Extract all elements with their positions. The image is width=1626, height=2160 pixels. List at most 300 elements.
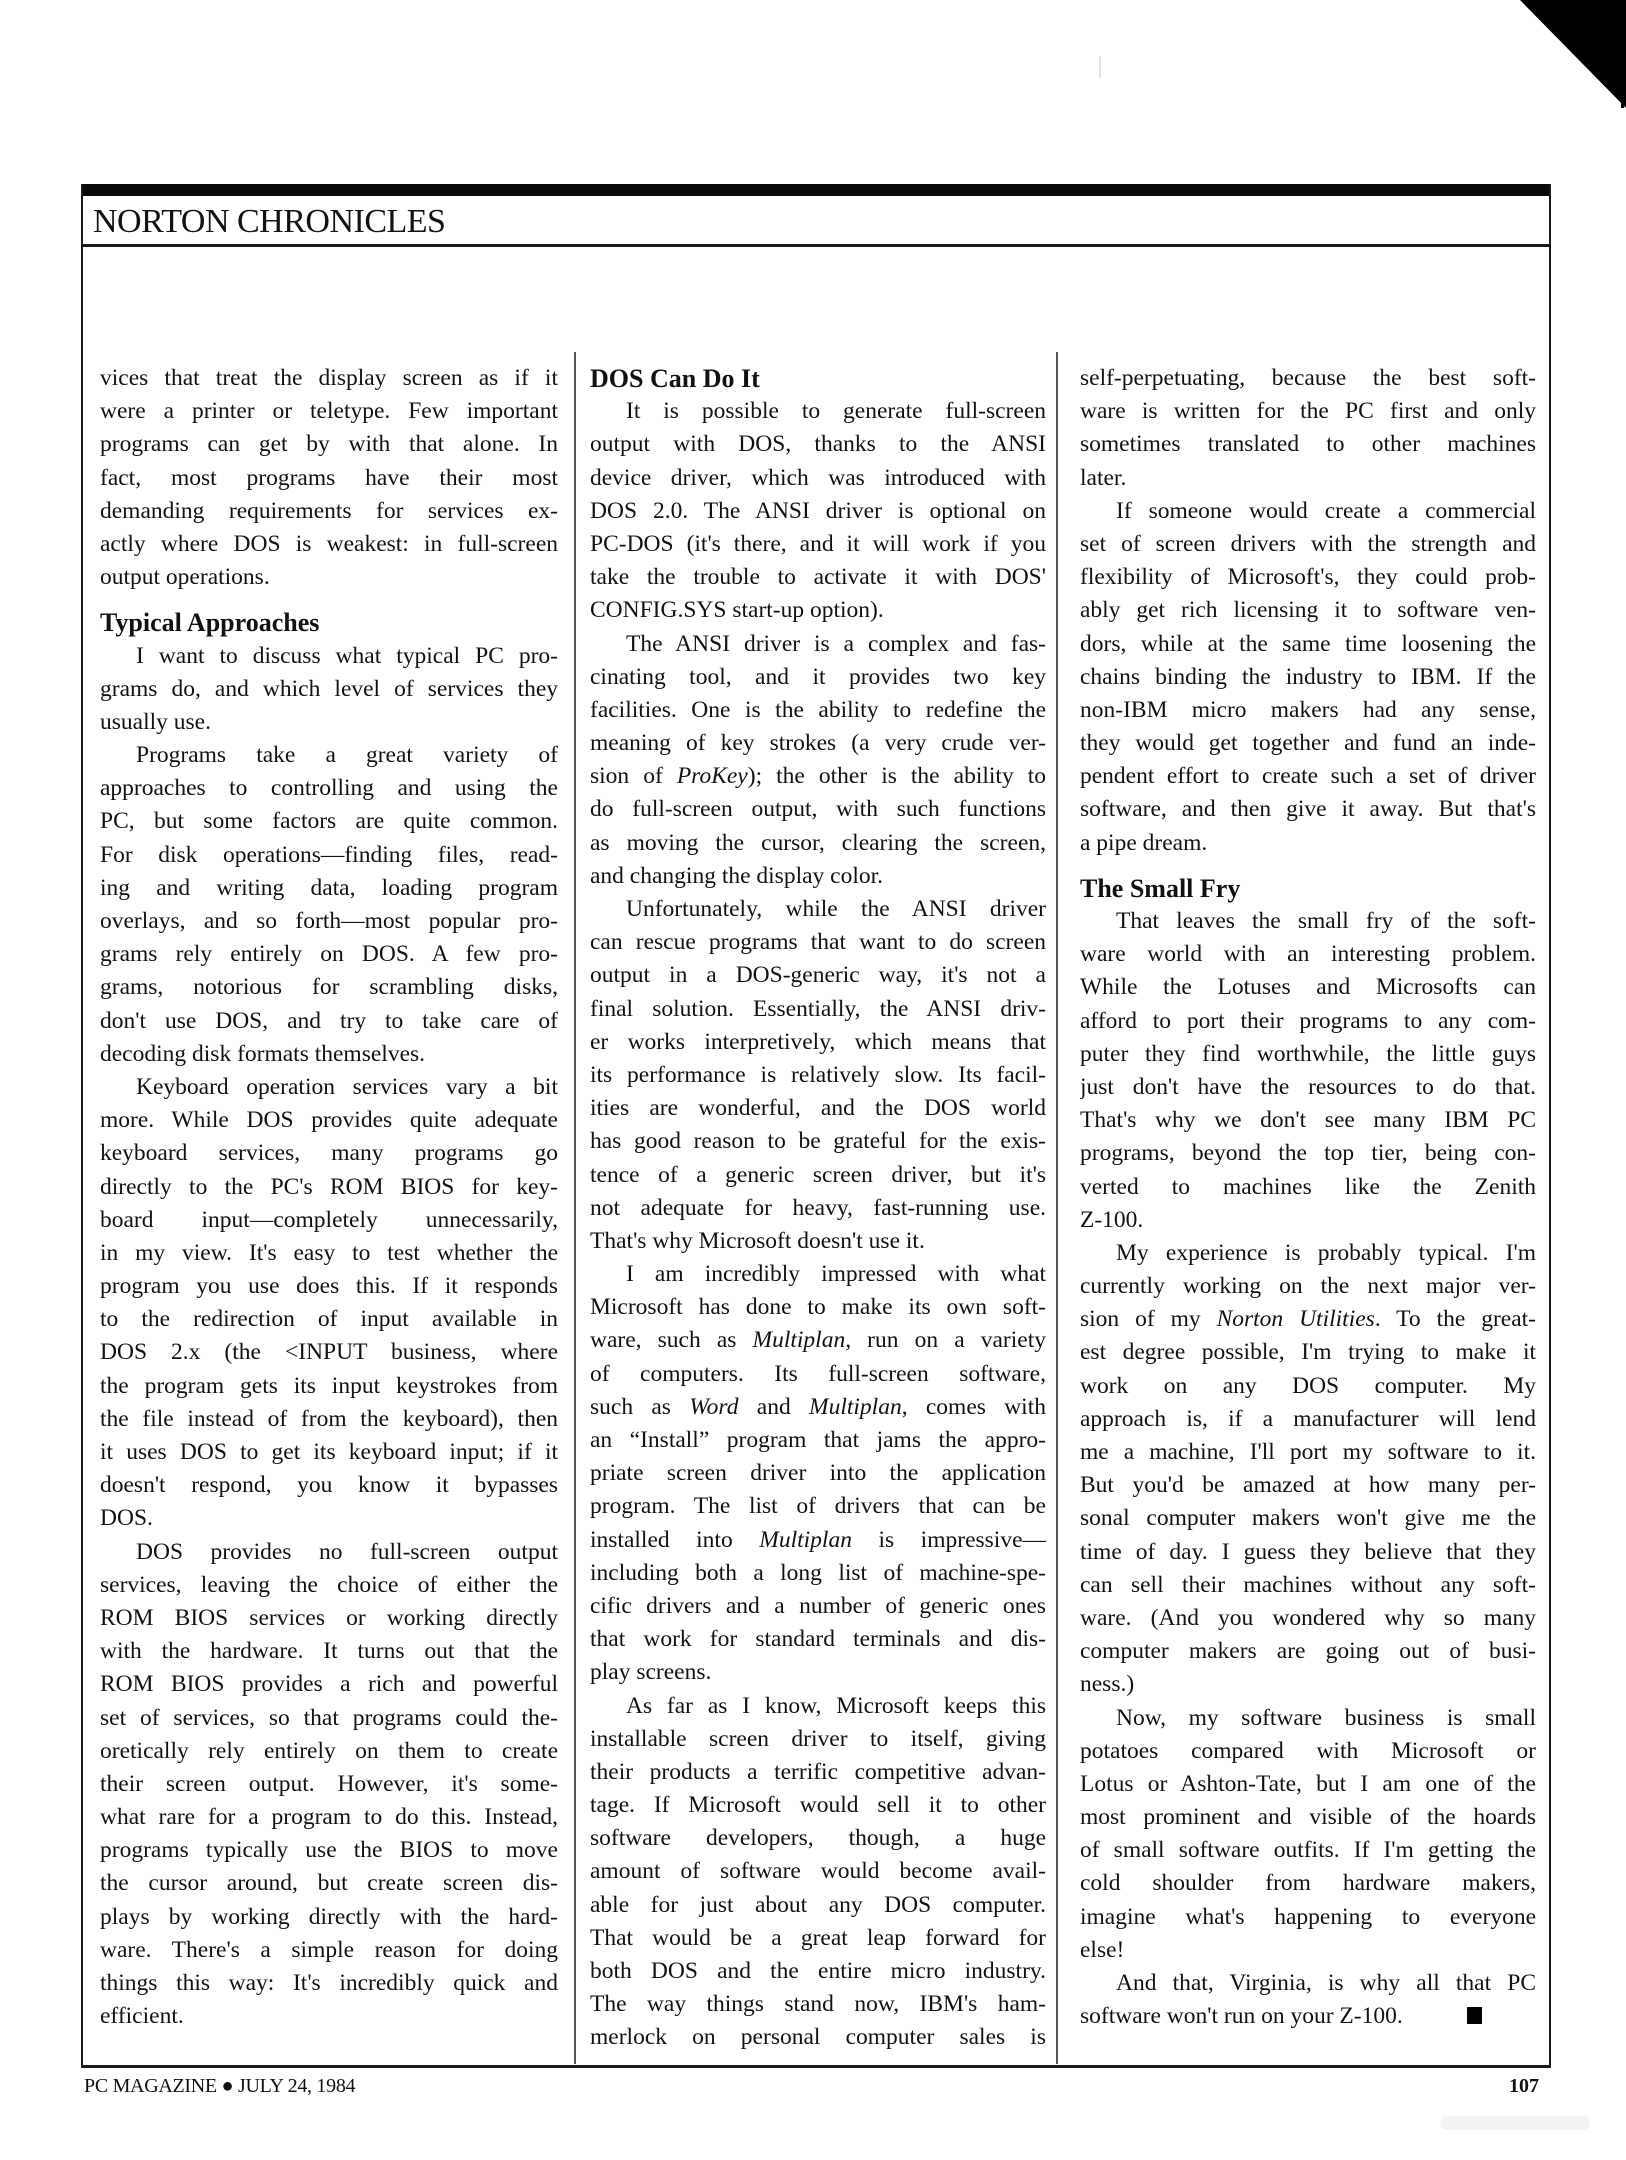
- text-line: [1080, 1303, 1536, 1336]
- text-run: installable screen driver to itself, giving: [590, 1725, 1046, 1752]
- text-line: [1080, 727, 1536, 760]
- text-line: [1080, 395, 1536, 428]
- text-run: play screens.: [590, 1659, 712, 1686]
- text-run: For disk operations—finding files, read-: [100, 841, 558, 868]
- text-run: what rare for a program to do this. Instead,: [100, 1804, 558, 1831]
- text-line: [590, 395, 1046, 428]
- text-run: The way things stand now, IBM's ham-: [590, 1991, 1046, 2018]
- text-line: [1080, 1270, 1536, 1303]
- text-line: [1080, 1668, 1536, 1701]
- text-line: [100, 362, 558, 395]
- text-run: demanding requirements for services ex-: [100, 497, 558, 524]
- text-line: [1080, 561, 1536, 594]
- text-line: [100, 495, 558, 528]
- text-run: er works interpretively, which means that: [590, 1028, 1046, 1055]
- text-run: approaches to controlling and using the: [100, 775, 558, 802]
- text-line: [590, 1457, 1046, 1490]
- text-run: sion of: [590, 763, 677, 790]
- text-line: [590, 1490, 1046, 1523]
- text-run: ness.): [1080, 1671, 1135, 1698]
- text-run: Unfortunately, while the ANSI driver: [626, 896, 1046, 922]
- text-line: [590, 1988, 1046, 2021]
- italic-title: Multiplan: [809, 1393, 902, 1420]
- text-line: [1080, 1171, 1536, 1204]
- text-run: can sell their machines without any soft-: [1080, 1571, 1536, 1598]
- text-run: actly where DOS is weakest: in full-screen: [100, 530, 558, 557]
- text-run: programs typically use the BIOS to move: [100, 1837, 558, 1864]
- text-run: device driver, which was introduced with: [590, 464, 1046, 491]
- text-run: merlock on personal computer sales is: [590, 2024, 1046, 2051]
- text-run: It is possible to generate full-screen: [626, 398, 1046, 425]
- text-line: [1080, 1137, 1536, 1170]
- text-line: [100, 1668, 558, 1701]
- text-line: [590, 727, 1046, 760]
- text-run: is impressive—: [851, 1526, 1046, 1553]
- text-line: [100, 1403, 558, 1436]
- text-run: both DOS and the entire micro industry.: [590, 1958, 1046, 1984]
- text-line: [590, 1291, 1046, 1324]
- italic-title: Multiplan: [759, 1526, 852, 1553]
- text-run: grams, notorious for scrambling disks,: [100, 974, 558, 1001]
- text-run: potatoes compared with Microsoft or: [1080, 1737, 1536, 1764]
- text-line: [590, 661, 1046, 694]
- text-run: has good reason to be grateful for the exis-: [590, 1128, 1046, 1155]
- text-run: do full-screen output, with such functions: [590, 796, 1046, 823]
- text-line: [590, 1723, 1046, 1756]
- text-run: flexibility of Microsoft's, they could prob-: [1080, 564, 1536, 591]
- text-run: sometimes translated to other machines: [1080, 431, 1536, 458]
- text-line: [1080, 760, 1536, 793]
- text-line: [1080, 1403, 1536, 1436]
- corner-tab-icon: [1520, 0, 1626, 108]
- text-run: software, and then give it away. But that's: [1080, 796, 1536, 823]
- text-line: [590, 1889, 1046, 1922]
- text-run: ROM BIOS provides a rich and powerful: [100, 1671, 558, 1698]
- text-run: it uses DOS to get its keyboard input; if it: [100, 1439, 558, 1465]
- text-line: [590, 1822, 1046, 1855]
- text-run: I am incredibly impressed with what: [626, 1261, 1046, 1288]
- text-line: [100, 1536, 558, 1569]
- text-line: [1080, 1536, 1536, 1569]
- text-run: PC-DOS (it's there, and it will work if you: [590, 530, 1046, 557]
- text-run: amount of software would become avail-: [590, 1858, 1046, 1885]
- text-run: imagine what's happening to everyone: [1080, 1903, 1536, 1930]
- text-line: [1080, 1370, 1536, 1403]
- text-line: [100, 1901, 558, 1934]
- text-run: decoding disk formats themselves.: [100, 1040, 426, 1067]
- text-line: [100, 938, 558, 971]
- text-line: [100, 462, 558, 495]
- text-line: [1080, 362, 1536, 395]
- text-line: [100, 1801, 558, 1834]
- text-run: I want to discuss what typical PC pro-: [136, 642, 558, 669]
- text-line: [590, 893, 1046, 926]
- text-line: [100, 2000, 558, 2033]
- text-line: [590, 528, 1046, 561]
- text-line: [590, 594, 1046, 627]
- text-line: [1080, 1071, 1536, 1104]
- text-line: [590, 1225, 1046, 1258]
- text-run: That leaves the small fry of the soft-: [1116, 908, 1536, 934]
- text-line: [1080, 1336, 1536, 1369]
- text-run: ware. There's a simple reason for doing: [100, 1936, 558, 1963]
- text-line: [590, 1656, 1046, 1689]
- text-line: [1080, 1502, 1536, 1535]
- text-line: [100, 395, 558, 428]
- text-line: [100, 772, 558, 805]
- text-run: tence of a generic screen driver, but it's: [590, 1161, 1046, 1188]
- text-run: cinating tool, and it provides two key: [590, 663, 1046, 690]
- text-run: PC, but some factors are quite common.: [100, 808, 558, 835]
- text-line: [100, 1071, 558, 1104]
- text-run: ware, such as: [590, 1327, 753, 1354]
- text-run: efficient.: [100, 2003, 184, 2030]
- text-line: [100, 1569, 558, 1602]
- text-run: plays by working directly with the hard-: [100, 1903, 558, 1930]
- article-column-3: [1080, 362, 1536, 2033]
- text-line: [590, 1159, 1046, 1192]
- text-run: software won't run on your Z-100.: [1080, 2003, 1403, 2030]
- text-run: output with DOS, thanks to the ANSI: [590, 431, 1046, 458]
- text-line: [590, 1092, 1046, 1125]
- text-line: [100, 1303, 558, 1336]
- text-run: ware world with an interesting problem.: [1080, 941, 1536, 968]
- italic-title: Word: [689, 1393, 739, 1420]
- text-run: services, leaving the choice of either the: [100, 1571, 558, 1598]
- text-line: [100, 1967, 558, 2000]
- text-line: [590, 1955, 1046, 1988]
- text-line: [1080, 1436, 1536, 1469]
- text-line: [1080, 1602, 1536, 1635]
- text-line: [590, 1391, 1046, 1424]
- text-run: Now, my software business is small: [1116, 1704, 1536, 1731]
- text-run: that work for standard terminals and dis-: [590, 1626, 1046, 1653]
- subheading: Typical Approaches: [100, 608, 320, 638]
- text-run: as moving the cursor, clearing the screen,: [590, 829, 1046, 856]
- text-run: not adequate for heavy, fast-running use.: [590, 1194, 1046, 1221]
- text-line: [100, 1934, 558, 1967]
- text-run: time of day. I guess they believe that they: [1080, 1538, 1536, 1565]
- text-run: Programs take a great variety of: [136, 742, 558, 769]
- text-run: run on a variety: [851, 1327, 1046, 1354]
- text-line: [1080, 628, 1536, 661]
- text-line: [100, 1867, 558, 1900]
- text-line: [590, 1258, 1046, 1291]
- text-run: priate screen driver into the application: [590, 1460, 1046, 1487]
- text-line: [1080, 938, 1536, 971]
- text-line: [1080, 1038, 1536, 1071]
- text-run: cific drivers and a number of generic ones: [590, 1592, 1046, 1619]
- text-run: program you use does this. If it responds: [100, 1273, 558, 1300]
- text-run: doesn't respond, you know it bypasses: [100, 1472, 558, 1499]
- text-line: [100, 805, 558, 838]
- text-line: [590, 1125, 1046, 1158]
- text-run: an “Install” program that jams the appro-: [590, 1427, 1046, 1453]
- text-line: [1080, 1635, 1536, 1668]
- text-line: [590, 1922, 1046, 1955]
- text-run: grams do, and which level of services they: [100, 675, 558, 702]
- footer-publication: PC MAGAZINE ● JULY 24, 1984: [84, 2075, 356, 2097]
- text-line: [100, 673, 558, 706]
- text-run: of small software outfits. If I'm getting the: [1080, 1837, 1536, 1864]
- text-run: meaning of key strokes (a very crude ver-: [590, 730, 1046, 757]
- text-run: take the trouble to activate it with DOS': [590, 564, 1046, 591]
- text-line: [1080, 1934, 1536, 1967]
- text-line: [590, 694, 1046, 727]
- text-line: [1080, 1867, 1536, 1900]
- text-line: [100, 1137, 558, 1170]
- text-run: approach is, if a manufacturer will lend: [1080, 1405, 1536, 1432]
- text-run: self-perpetuating, because the best soft-: [1080, 365, 1536, 391]
- text-run: me a machine, I'll port my software to it.: [1080, 1439, 1536, 1465]
- text-run: verted to machines like the Zenith: [1080, 1173, 1536, 1200]
- article-column-2: [590, 362, 1046, 2055]
- text-run: My experience is probably typical. I'm: [1116, 1239, 1536, 1266]
- text-line: [100, 1735, 558, 1768]
- text-run: DOS.: [100, 1505, 153, 1532]
- text-run: fact, most programs have their most: [100, 464, 558, 491]
- article-column-1: [100, 362, 558, 2033]
- text-line: [1080, 1768, 1536, 1801]
- column-divider: [574, 352, 576, 2064]
- text-run: non-IBM micro makers had any sense,: [1080, 696, 1536, 723]
- text-run: ities are wonderful, and the DOS world: [590, 1095, 1046, 1122]
- text-line: [590, 959, 1046, 992]
- text-line: [1080, 462, 1536, 495]
- text-line: [100, 1702, 558, 1735]
- text-run: chains binding the industry to IBM. If the: [1080, 663, 1536, 690]
- text-run: As far as I know, Microsoft keeps this: [626, 1692, 1046, 1719]
- text-line: [1080, 495, 1536, 528]
- text-run: just don't have the resources to do that.: [1080, 1073, 1536, 1100]
- text-line: [1080, 1901, 1536, 1934]
- page-crease: [1099, 56, 1101, 78]
- text-run: DOS 2.0. The ANSI driver is optional on: [590, 497, 1046, 524]
- text-run: and changing the display color.: [590, 862, 884, 889]
- text-run: cold shoulder from hardware makers,: [1080, 1870, 1536, 1897]
- text-line: [100, 1436, 558, 1469]
- text-line: [1080, 1104, 1536, 1137]
- corner-edge-line: [1621, 0, 1624, 108]
- text-run: That would be a great leap forward for: [590, 1924, 1046, 1951]
- text-run: of computers. Its full-screen software,: [590, 1360, 1046, 1387]
- text-run: their screen output. However, it's some-: [100, 1770, 558, 1797]
- text-run: installed into: [590, 1526, 760, 1553]
- text-run: , comes with: [901, 1393, 1046, 1420]
- text-run: sonal computer makers won't give me the: [1080, 1505, 1536, 1532]
- text-run: set of services, so that programs could the-: [100, 1704, 558, 1731]
- text-run: Microsoft has done to make its own soft-: [590, 1294, 1046, 1321]
- text-run: pendent effort to create such a set of driver: [1080, 763, 1536, 790]
- text-run: later.: [1080, 464, 1127, 491]
- text-run: their products a terrific competitive advan-: [590, 1758, 1046, 1785]
- text-run: overlays, and so forth—most popular pro-: [100, 908, 558, 934]
- text-line: [100, 1005, 558, 1038]
- text-run: ware is written for the PC first and only: [1080, 398, 1536, 425]
- text-line: [100, 561, 558, 594]
- text-run: more. While DOS provides quite adequate: [100, 1107, 558, 1134]
- text-run: were a printer or teletype. Few important: [100, 398, 558, 425]
- text-line: [1080, 1569, 1536, 1602]
- text-run: output operations.: [100, 564, 270, 591]
- text-run: DOS 2.x (the <INPUT business, where: [100, 1339, 558, 1366]
- text-line: [1080, 1735, 1536, 1768]
- text-line: [590, 628, 1046, 661]
- text-line: [100, 640, 558, 673]
- text-line: [1080, 905, 1536, 938]
- text-run: ); the other is the ability to: [747, 763, 1046, 790]
- text-line: [590, 827, 1046, 860]
- text-line: [100, 528, 558, 561]
- text-run: to the redirection of input available in: [100, 1306, 558, 1333]
- text-line: [100, 1237, 558, 1270]
- text-run: ware. (And you wondered why so many: [1080, 1604, 1536, 1631]
- text-run: ing and writing data, loading program: [100, 874, 558, 901]
- text-run: able for just about any DOS computer.: [590, 1891, 1046, 1918]
- text-line: [1080, 1967, 1536, 2000]
- text-line: [100, 706, 558, 739]
- text-line: [1080, 1469, 1536, 1502]
- text-line: [100, 1635, 558, 1668]
- text-run: Keyboard operation services vary a bit: [136, 1073, 558, 1100]
- text-run: usually use.: [100, 708, 211, 735]
- text-run: ably get rich licensing it to software ven-: [1080, 597, 1536, 624]
- text-run: grams rely entirely on DOS. A few pro-: [100, 941, 558, 968]
- text-line: [590, 2021, 1046, 2054]
- text-run: including both a long list of machine-spe-: [590, 1559, 1046, 1586]
- text-line: [590, 1855, 1046, 1888]
- text-run: they would get together and fund an inde-: [1080, 730, 1536, 757]
- text-line: [100, 905, 558, 938]
- text-line: [100, 1602, 558, 1635]
- text-line: [590, 1026, 1046, 1059]
- text-line: [590, 1590, 1046, 1623]
- text-run: programs can get by with that alone. In: [100, 431, 558, 458]
- text-run: with the hardware. It turns out that the: [100, 1638, 558, 1665]
- text-line: [590, 793, 1046, 826]
- section-title: NORTON CHRONICLES: [93, 203, 446, 240]
- text-line: [590, 462, 1046, 495]
- text-line: [590, 1324, 1046, 1357]
- text-line: [590, 1756, 1046, 1789]
- text-run: But you'd be amazed at how many per-: [1080, 1472, 1536, 1499]
- text-run: directly to the PC's ROM BIOS for key-: [100, 1173, 558, 1200]
- text-line: [100, 1502, 558, 1535]
- text-line: [100, 1370, 558, 1403]
- text-line: [100, 1104, 558, 1137]
- text-run: a pipe dream.: [1080, 829, 1208, 856]
- italic-title: ProKey: [676, 763, 748, 790]
- end-mark-icon: [1467, 2007, 1482, 2024]
- text-line: [100, 872, 558, 905]
- scan-smudge: [1440, 2116, 1590, 2130]
- text-run: dors, while at the same time loosening the: [1080, 630, 1536, 657]
- text-run: such as: [590, 1393, 690, 1420]
- text-run: can rescue programs that want to do screen: [590, 929, 1046, 956]
- text-line: [590, 428, 1046, 461]
- text-run: DOS provides no full-screen output: [136, 1538, 558, 1565]
- text-run: things this way: It's incredibly quick and: [100, 1970, 558, 1996]
- text-run: That's why we don't see many IBM PC: [1080, 1107, 1536, 1134]
- text-line: [590, 860, 1046, 893]
- text-run: and: [738, 1393, 809, 1420]
- text-line: [1080, 694, 1536, 727]
- text-line: [100, 1469, 558, 1502]
- text-line: [590, 1524, 1046, 1557]
- text-run: afford to port their programs to any com-: [1080, 1007, 1536, 1034]
- italic-title: Norton Utilities: [1216, 1306, 1375, 1333]
- text-line: [590, 1059, 1046, 1092]
- text-run: While the Lotuses and Microsofts can: [1080, 974, 1536, 1001]
- text-line: [100, 1038, 558, 1071]
- text-run: If someone would create a commercial: [1116, 497, 1536, 524]
- subheading: DOS Can Do It: [590, 364, 760, 393]
- column-divider: [1056, 352, 1058, 2064]
- subheading: The Small Fry: [1080, 873, 1241, 903]
- text-run: . To the great-: [1374, 1306, 1536, 1333]
- text-run: Z-100.: [1080, 1206, 1144, 1233]
- text-line: [590, 561, 1046, 594]
- text-line: [1080, 594, 1536, 627]
- text-run: ROM BIOS services or working directly: [100, 1604, 558, 1631]
- text-line: [590, 495, 1046, 528]
- text-run: currently working on the next major ver-: [1080, 1273, 1536, 1300]
- text-line: [1080, 428, 1536, 461]
- text-run: set of screen drivers with the strength and: [1080, 530, 1536, 557]
- text-run: CONFIG.SYS start-up option).: [590, 597, 884, 624]
- text-line: [100, 739, 558, 772]
- text-run: programs, beyond the top tier, being con-: [1080, 1140, 1536, 1167]
- text-line: [100, 1336, 558, 1369]
- text-line: [590, 1789, 1046, 1822]
- text-line: [590, 1690, 1046, 1723]
- text-line: [590, 1557, 1046, 1590]
- paragraph-gap: [100, 594, 558, 606]
- text-run: in my view. It's easy to test whether the: [100, 1239, 558, 1266]
- text-line: [590, 760, 1046, 793]
- text-run: the program gets its input keystrokes from: [100, 1372, 558, 1399]
- text-run: est degree possible, I'm trying to make it: [1080, 1339, 1536, 1366]
- text-line: [100, 1204, 558, 1237]
- text-line: [1080, 971, 1536, 1004]
- text-run: final solution. Essentially, the ANSI driv-: [590, 995, 1046, 1022]
- text-line: [1080, 1204, 1536, 1237]
- text-run: most prominent and visible of the hoards: [1080, 1804, 1536, 1831]
- title-band: [83, 196, 1549, 247]
- text-run: That's why Microsoft doesn't use it.: [590, 1227, 925, 1254]
- text-line: [590, 926, 1046, 959]
- top-rule: [83, 184, 1549, 196]
- text-run: sion of my: [1080, 1306, 1217, 1333]
- text-run: its performance is relatively slow. Its facil-: [590, 1061, 1046, 1088]
- text-line: [590, 1424, 1046, 1457]
- text-run: oretically rely entirely on them to create: [100, 1737, 558, 1764]
- text-line: [590, 1192, 1046, 1225]
- text-line: [1080, 661, 1536, 694]
- text-run: software developers, though, a huge: [590, 1825, 1046, 1852]
- text-line: [100, 971, 558, 1004]
- text-run: the cursor around, but create screen dis-: [100, 1870, 558, 1897]
- text-line: [1080, 1005, 1536, 1038]
- text-line: [590, 1358, 1046, 1391]
- text-line: [1080, 1237, 1536, 1270]
- text-line: [1080, 1702, 1536, 1735]
- text-line: [100, 1171, 558, 1204]
- text-run: don't use DOS, and try to take care of: [100, 1007, 558, 1034]
- text-line: [100, 839, 558, 872]
- text-line: [1080, 1834, 1536, 1867]
- text-run: output in a DOS-generic way, it's not a: [590, 962, 1046, 989]
